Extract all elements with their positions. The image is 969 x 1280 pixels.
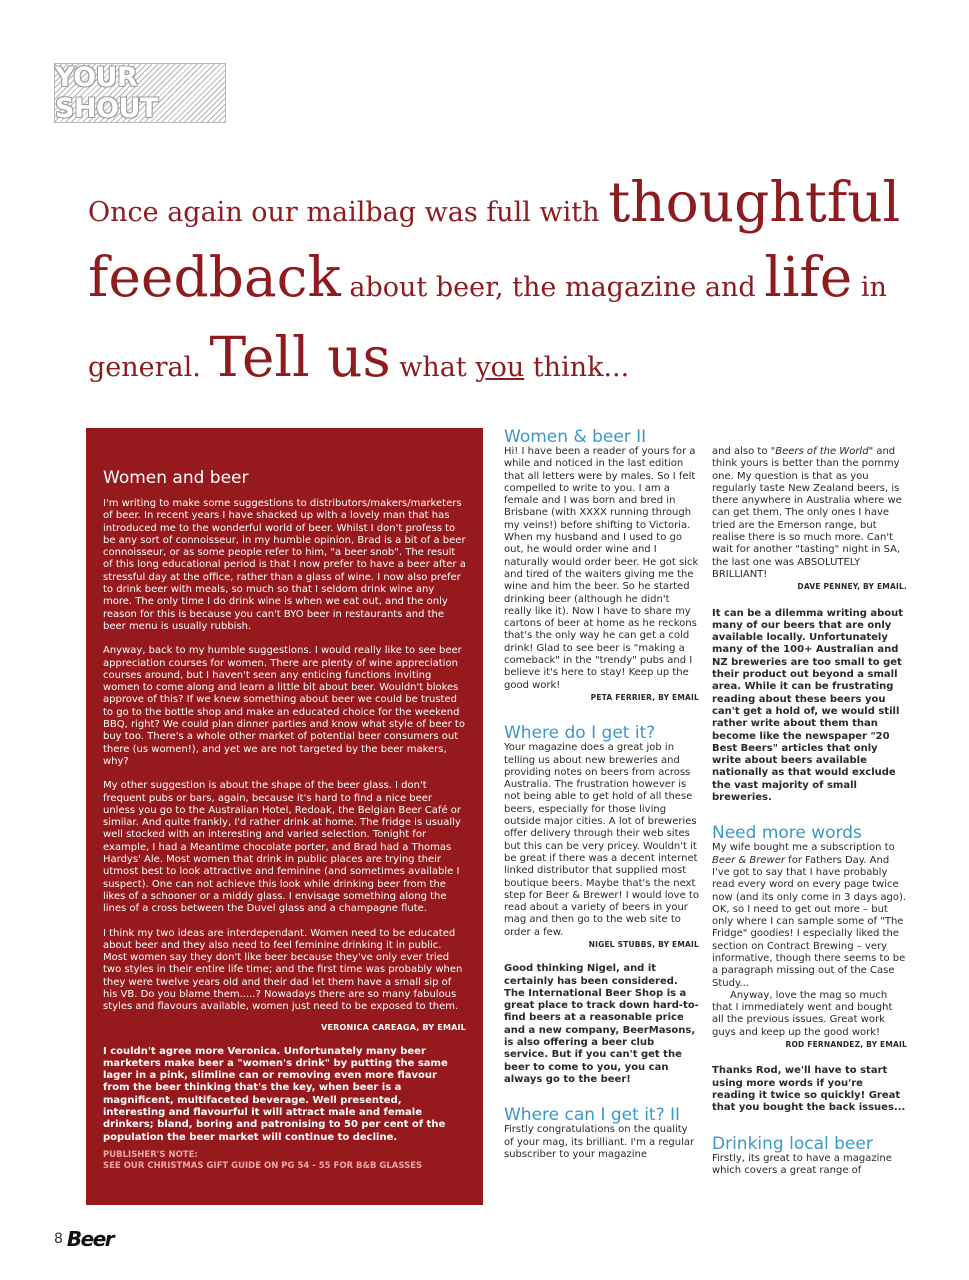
headline-line-1	[88, 170, 901, 234]
page-footer	[54, 1227, 113, 1251]
letter-title: Need more words	[712, 823, 862, 844]
text-run: and also to "	[712, 446, 776, 457]
editor-reply: It can be a dilemma writing about many of our beers that are only available locally. Unfortunately many of the 100+ Australian and NZ breweries are too small to get their product out beyond a small area. While it can be frustrating reading about these beers you can't get a hold of, we would still rather write about them than become like the newspaper "20 Best Beers" articles that only write about beers available nationally as that would exclude the vast majority of small breweries.	[712, 607, 904, 804]
headline-emphasis: feedback	[88, 245, 341, 309]
section-label: YOUR SHOUT	[55, 62, 158, 124]
letter-body	[712, 446, 907, 581]
letter-signature: VERONICA CAREAGA, BY EMAIL	[321, 1022, 466, 1032]
letter-paragraph: I'm writing to make some suggestions to distributors/makers/marketers of beer. In recent years I have shacked up with a lovely man that has introduced me to the wonderful world of beer. Whilst I don't profess to be any sort of connoisseur, in my humble opinion, Brad is a bit of a beer connoisseur, or as some people refer to him, "a beer snob". The result of this long educational period is that I now prefer to have a beer after a stressful day at the office, rather than a glass of wine. I now also prefer to drink beer with meals, so much so that I seldom drink wine any more. The only time I do drink wine is when we eat out, and the only reason for this is because you can't BYO beer in restaurants and the beer menu is usually rubbish.	[103, 498, 466, 632]
letter-paragraph: My other suggestion is about the shape of the beer glass. I don't frequent pubs or bars, again, because it's hard to find a nice beer unless you go to the Australian Hotel, Redoak, the Belgian Beer Café or similar. And quite frankly, I'd rather drink at home. The fridge is usually well stocked with an interesting and varied selection. Tonight for example, I had a Meantime chocolate porter, and Brad had a Thomas Hardys' Ale. Most women that drink in public places are trying their utmost best to look attractive and feminine (and sometimes available I suspect). One can not achieve this look while drinking beer from the likes of a schooner or a middy glass. I envisage something along the lines of a cross between the Duvel glass and a champagne flute.	[103, 780, 461, 915]
headline-part: about beer, the magazine and	[340, 272, 765, 303]
letter-signature: DAVE PENNEY, BY EMAIL.	[797, 582, 907, 592]
headline-line-2	[88, 245, 887, 309]
letter-paragraph: I think my two ideas are interdependant. Women need to be educated about beer and they also need to feel feminine drinking it in public. Most women say they don't like beer because they've only ever tried two styles in their entire life time; and the first time was probably when they were twelve years old and their dad let them have a small sip of his VB. Do you blame them.....? Nowadays there are so many fabulous styles and flavours available, women just need to be exposed to them.	[103, 927, 463, 1013]
headline-part: think...	[524, 352, 630, 383]
featured-letter	[86, 428, 483, 1205]
headline-part: general.	[88, 352, 210, 383]
publishers-note: SEE OUR CHRISTMAS GIFT GUIDE ON PG 54 - 55 FOR B&B GLASSES	[103, 1160, 423, 1171]
letter-signature: ROD FERNANDEZ, BY EMAIL	[785, 1040, 907, 1050]
letter-title: Drinking local beer	[712, 1133, 873, 1154]
publishers-note-label: PUBLISHER'S NOTE:	[103, 1149, 198, 1160]
letter-title: Where can I get it? II	[504, 1105, 681, 1126]
magazine-logo: Beer	[66, 1227, 114, 1251]
headline-part: what	[390, 352, 476, 383]
letter-title: Women & beer II	[504, 427, 647, 447]
letter-signature: PETA FERRIER, BY EMAIL	[590, 692, 699, 702]
headline-emphasis: Tell us	[209, 325, 391, 389]
letter-body: Your magazine does a great job in telling us about new breweries and providing notes on beers from across Australia. The frustration however is not being able to get hold of all these beers, especially for those living outside major cities. A lot of breweries offer delivery through their web sites but this can be very pricey. Wouldn't it be great if there was a decent internet linked distributor that supplied most boutique beers. Maybe that's the next step for Beer & Brewer! I would love to read about a variety of beers in your mag and then go to the web site to order a few.	[504, 742, 699, 938]
column-right	[712, 428, 907, 1177]
headline-line-3	[88, 325, 630, 389]
headline-emphasis: thoughtful	[608, 170, 901, 234]
letter-paragraph: Anyway, back to my humble suggestions. I would really like to see beer appreciation courses for women. There are plenty of wine appreciation courses around, but I haven't seen any enticing functions inviting women to come along and learn a little bit about beer. Wouldn't blokes approve of this? If we knew something about beer we could be trusted to go to the bottle shop and make an educated choice for the weekend BBQ, right? We could plan dinner parties and know what style of beer to buy too. There's a whole other market of potential beer consumers out there (us women!), and yet we are not targeted by the beer makers, why?	[103, 645, 465, 767]
letter-body: Firstly congratulations on the quality of your mag, its brilliant. I'm a regular subscriber to your magazine	[504, 1124, 695, 1160]
page-number: 8	[54, 1231, 63, 1247]
editor-reply: I couldn't agree more Veronica. Unfortunately many beer marketers make beer a "women's drink" by putting the same lager in a pink, slimline can or removing even more flavour from the beer thinking that's the key, when beer is a magnificent, multifaceted beverage. Well presented, interesting and flavourful it will attract male and female drinkers; bland, boring and patronising to 50 per cent of the population the beer market will continue to decline.	[103, 1045, 448, 1143]
text-run: for Fathers Day. And I've got to say that I have probably read every word on every page twice now (and its only come in 3 days ago). OK, so I need to get out more – but only where I can sample some of "The Fridge" goodies! I especially liked the section on Contract Brewing – very informative, though there seems to be a paragraph missing out of the Case Study...	[712, 854, 907, 989]
letter-body: Anyway, love the mag so much that I immediately went and bought all the previous issues. Great work guys and keep up the good work!	[712, 989, 893, 1038]
editor-reply: Good thinking Nigel, and it certainly has been considered. The International Beer Shop is a great place to track down hard-to-find beers at a reasonable price and a new company, BeerMasons, is also offering a beer club service. But if you can't get the beer to come to you, you can always go to the beer!	[504, 963, 699, 1085]
text-run-italic: Beers of the World	[775, 446, 869, 457]
letter-body: Hi! I have been a reader of yours for a while and noticed in the last edition that all letters were by males. So I felt compelled to write to you. I am a female and I was born and bred in Brisbane (with XXXX running through my veins!) before shifting to Victoria. When my husband and I used to go out, he would order wine and I naturally would order beer. He got sick and tired of the waiters giving me the wine and him the beer. So he started drinking beer (although he didn't really like it). Now I have to share my cartons of beer at home as he reckons that's the only way he can get a cold drink! Glad to see beer is "making a comeback" in the "trendy" pubs and I believe it's here to stay! Keep up the good work!	[504, 446, 699, 691]
headline-part: in	[852, 272, 887, 303]
editor-reply: Thanks Rod, we'll have to start using more words if you're reading it twice so quickly! Great that you bought the back issues...	[712, 1065, 906, 1114]
letter-body	[712, 842, 907, 990]
letter-signature: NIGEL STUBBS, BY EMAIL	[588, 939, 699, 949]
headline-part: Once again our mailbag was full with	[88, 197, 609, 228]
text-run: My wife bought me a subscription to	[712, 842, 895, 854]
headline-underlined: you	[475, 352, 525, 383]
column-middle	[504, 428, 699, 1161]
letter-title: Women and beer	[103, 468, 249, 488]
text-run: " and think yours is better than the pommy one. My question is that as you regularly taste New Zealand beers, is there anywhere in Australia where we can get them. The only ones I have tried are the Emerson range, but realise there is so much more. Can't wait for another "tasting" night in SA, the last one was ABSOLUTELY BRILLIANT!	[712, 446, 902, 580]
headline-emphasis: life	[764, 245, 853, 309]
section-label-box	[54, 63, 226, 123]
letter-title: Where do I get it?	[504, 723, 656, 744]
text-run-italic: Beer & Brewer	[712, 854, 785, 866]
letter-body: Firstly, its great to have a magazine which covers a great range of	[712, 1152, 892, 1176]
